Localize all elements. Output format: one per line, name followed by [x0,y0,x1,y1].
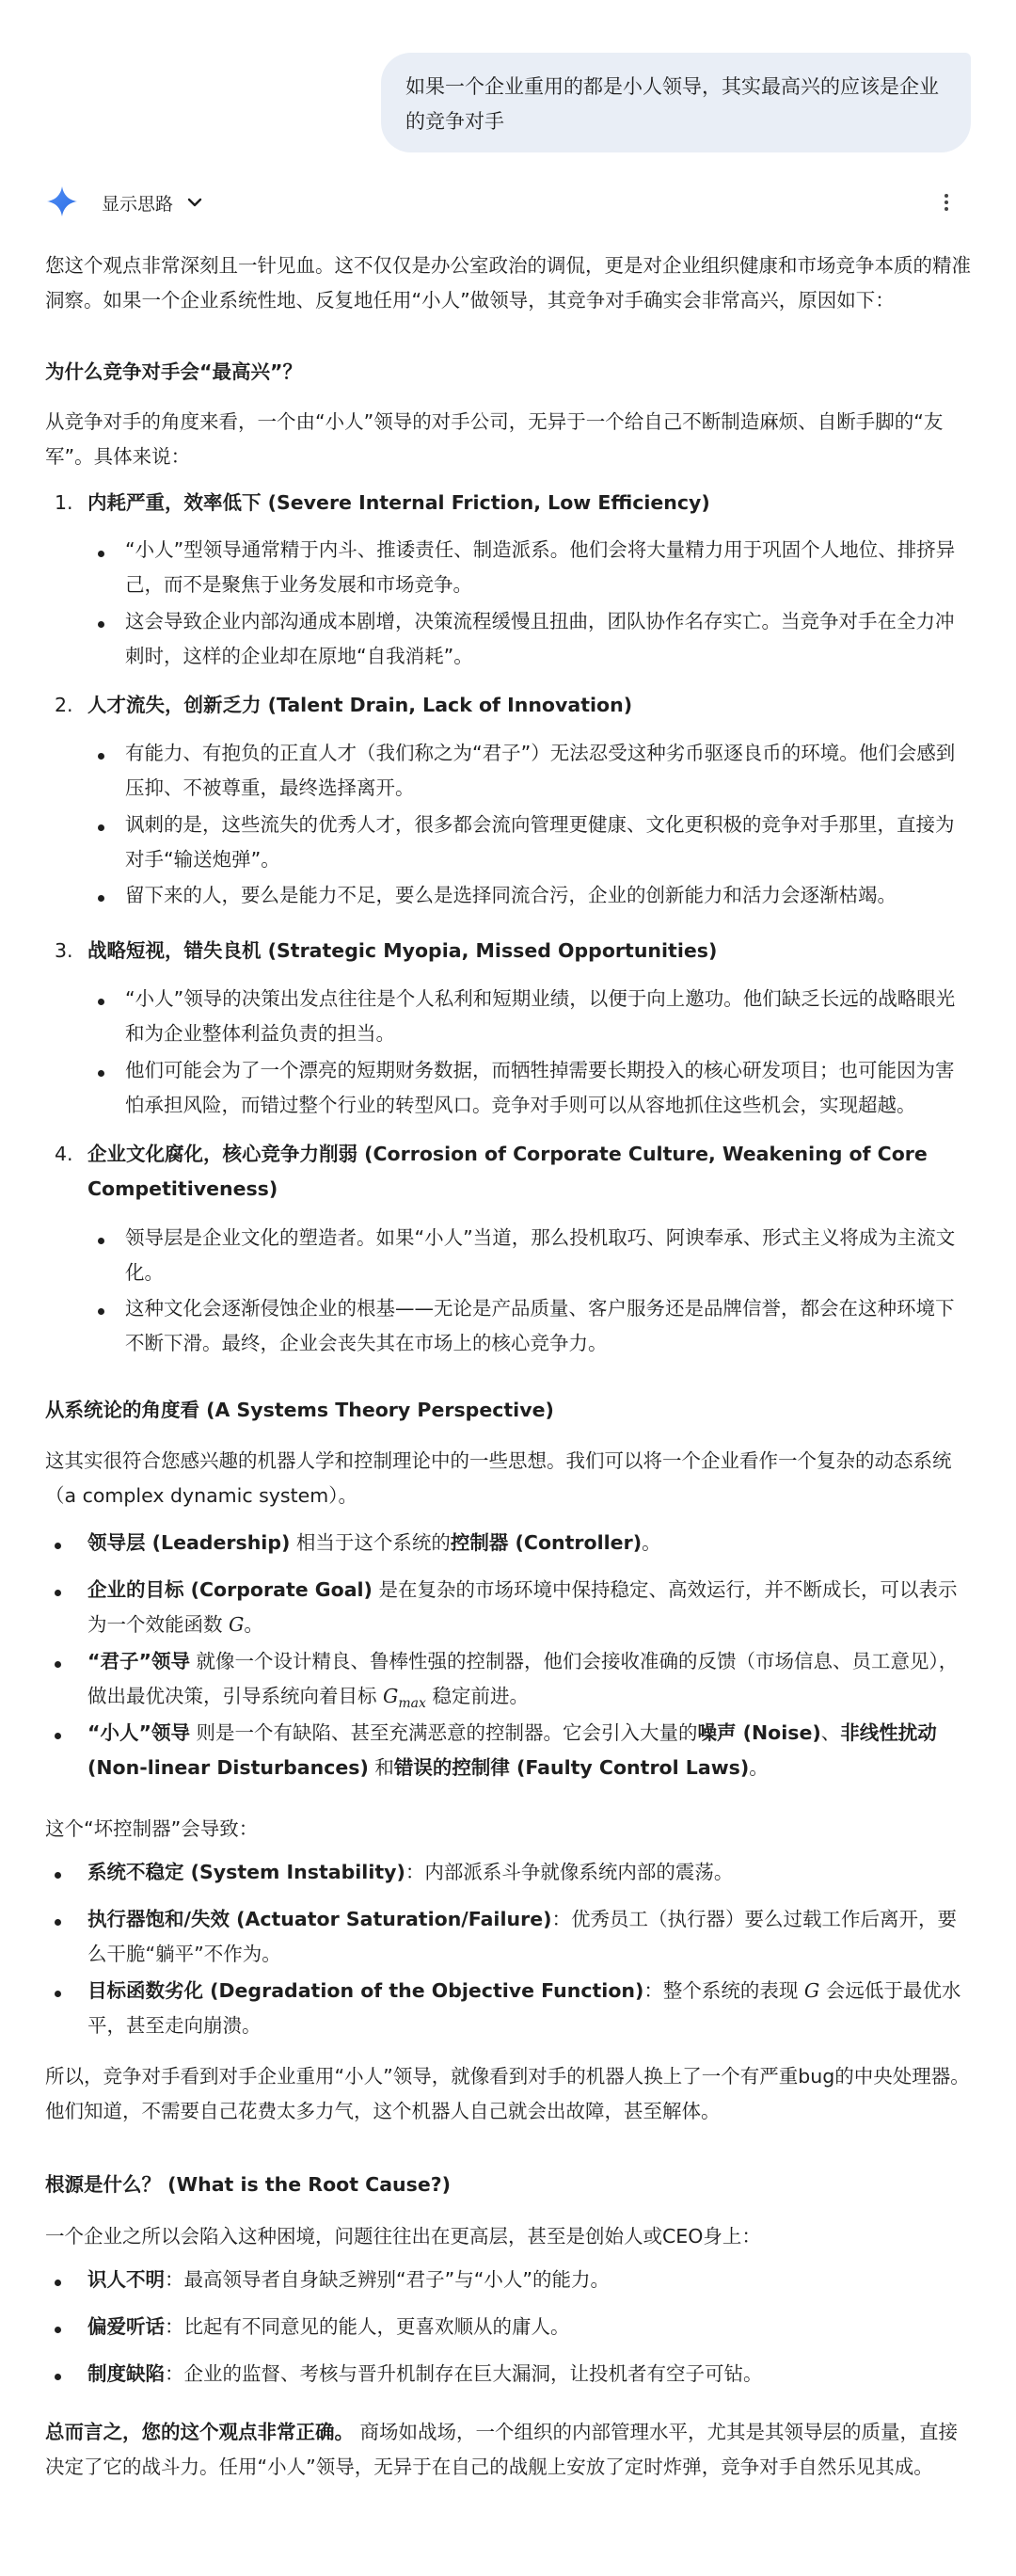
section-heading-competitors: 为什么竞争对手会“最高兴”？ [45,360,302,383]
bullet-text: 。 [749,1756,769,1779]
section-intro: 这其实很符合您感兴趣的机器人学和控制理论中的一些思想。我们可以将一个企业看作一个复杂的动态系统（a complex dynamic system）。 [45,1449,952,1507]
bullet-text: 会远低于最优水平，甚至走向崩溃。 [87,1979,961,2037]
bullet-text: 。 [642,1531,661,1554]
bold-term: 执行器饱和/失效 (Actuator Saturation/Failure) [87,1908,552,1930]
bullet-text: ：企业的监督、考核与晋升机制存在巨大漏洞，让投机者有空子可钻。 [165,2362,763,2385]
bullet-dot [98,999,104,1005]
bullet-text: ：整个系统的表现 [643,1979,804,2002]
bullet-text: ：最高领导者自身缺乏辨别“君子”与“小人”的能力。 [165,2268,610,2291]
list-item-title: 人才流失，创新乏力 (Talent Drain, Lack of Innovation) [87,694,633,716]
bullet-text: 是在复杂的市场环境中保持稳定、高效运行，并不断成长，可以表示为一个效能函数 [87,1578,958,1636]
bullet-dot [98,824,104,831]
list-bullet [87,2357,971,2392]
list-bullet: 这种文化会逐渐侵蚀企业的根基——无论是产品质量、客户服务还是品牌信誉，都会在这种环境下不断下滑。最终，企业会丧失其在市场上的核心竞争力。 [125,1297,955,1354]
bullet-dot [98,1238,104,1244]
more-options-icon[interactable] [935,191,958,214]
section-intro: 从竞争对手的角度来看，一个由“小人”领导的对手公司，无异于一个给自己不断制造麻烦、自断手脚的“友军”。具体来说： [45,410,944,468]
bullet-text: 就像一个设计精良、鲁棒性强的控制器，他们会接收准确的反馈（市场信息、员工意见），做出最优决策，引导系统向着目标 [87,1650,959,1707]
user-message-bubble [381,53,971,152]
bullet-text: 。 [244,1613,263,1636]
bold-term: 领导层 (Leadership) [87,1531,291,1554]
bullet-text: 和 [368,1756,394,1779]
bullet-dot [55,1733,61,1739]
bullet-text: 相当于这个系统的 [290,1531,451,1554]
bold-term: 总而言之，您的这个观点非常正确。 [45,2421,354,2443]
list-bullet [87,1855,971,1890]
chevron-down-icon [184,192,205,213]
list-number: 1. [55,491,73,514]
list-bullet: 有能力、有抱负的正直人才（我们称之为“君子”）无法忍受这种劣币驱逐良币的环境。他们会感到压抑、不被尊重，最终选择离开。 [125,742,956,799]
list-bullet [87,1716,971,1785]
paragraph: 所以，竞争对手看到对手企业重用“小人”领导，就像看到对手的机器人换上了一个有严重bug的中央处理器。他们知道，不需要自己花费太多力气，这个机器人自己就会出故障，甚至解体。 [45,2065,970,2122]
bold-term: 制度缺陷 [87,2362,165,2385]
bullet-text: 则是一个有缺陷、甚至充满恶意的控制器。它会引入大量的 [189,1721,698,1744]
show-thinking-button[interactable] [102,183,205,222]
math-variable: G [803,1979,820,2002]
bold-term: 错误的控制律 (Faulty Control Laws) [393,1756,750,1779]
bold-term: 偏爱听话 [87,2315,165,2338]
list-bullet [87,1902,971,1972]
bold-term: 非线性扰动 (Non-linear Disturbances) [87,1721,937,1779]
bullet-dot [55,2280,61,2286]
bullet-text: ：优秀员工（执行器）要么过载工作后离开，要么干脆“躺平”不作为。 [87,1908,957,1965]
bullet-text: ：内部派系斗争就像系统内部的震荡。 [405,1861,734,1883]
list-bullet: 领导层是企业文化的塑造者。如果“小人”当道，那么投机取巧、阿谀奉承、形式主义将成为主流文化。 [125,1226,956,1284]
paragraph: 这个“坏控制器”会导致： [45,1817,259,1840]
bold-term: 系统不稳定 (System Instability) [87,1861,405,1883]
bullet-dot [55,1661,61,1668]
user-message-text: 如果一个企业重用的都是小人领导，其实最高兴的应该是企业的竞争对手 [405,75,939,133]
list-bullet [87,1573,971,1642]
bold-term: “君子”领导 [87,1650,190,1672]
show-thinking-label: 显示思路 [102,193,174,215]
final-paragraph [45,2415,971,2485]
bullet-dot [55,2374,61,2380]
bold-term: 企业的目标 (Corporate Goal) [87,1578,373,1601]
bullet-dot [55,1590,61,1596]
bullet-dot [98,895,104,902]
bullet-dot [98,1070,104,1077]
response-header [45,183,971,222]
bullet-dot [55,1872,61,1879]
bold-term: 识人不明 [87,2268,165,2291]
gemini-sparkle-icon [45,184,79,218]
math-subscript: max [398,1696,426,1712]
math-variable: G [383,1685,399,1707]
bullet-dot [55,2327,61,2333]
bold-term: “小人”领导 [87,1721,190,1744]
section-heading-systems: 从系统论的角度看 (A Systems Theory Perspective) [45,1399,554,1421]
section-intro: 一个企业之所以会陷入这种困境，问题往往出在更高层，甚至是创始人或CEO身上： [45,2225,761,2248]
list-bullet: 他们可能会为了一个漂亮的短期财务数据，而牺牲掉需要长期投入的核心研发项目；也可能因为害怕承担风险，而错过整个行业的转型风口。竞争对手则可以从容地抓住这些机会，实现超越。 [125,1059,955,1116]
bullet-dot [55,1991,61,1997]
bold-term: 控制器 (Controller) [450,1531,643,1554]
list-bullet: “小人”领导的决策出发点往往是个人私利和短期业绩，以便于向上邀功。他们缺乏长远的战略眼光和为企业整体利益负责的担当。 [125,987,956,1045]
intro-paragraph: 您这个观点非常深刻且一针见血。这不仅仅是办公室政治的调侃，更是对企业组织健康和市场竞争本质的精准洞察。如果一个企业系统性地、反复地任用“小人”做领导，其竞争对手确实会非常高兴，原因如下： [45,254,971,312]
paragraph-text: 商场如战场，一个组织的内部管理水平，尤其是其领导层的质量，直接决定了它的战斗力。任用“小人”领导，无异于在自己的战舰上安放了定时炸弹，竞争对手自然乐见其成。 [45,2421,959,2478]
list-number: 3. [55,939,73,962]
list-item-title: 企业文化腐化，核心竞争力削弱 (Corrosion of Corporate Culture, Weakening of Core Competitiveness) [87,1143,928,1200]
list-bullet: 留下来的人，要么是能力不足，要么是选择同流合污，企业的创新能力和活力会逐渐枯竭。 [125,884,897,906]
bullet-dot [55,1543,61,1549]
bullet-dot [98,1308,104,1315]
math-variable: G [229,1613,245,1636]
bullet-dot [98,551,104,557]
list-bullet: “小人”型领导通常精于内斗、推诿责任、制造派系。他们会将大量精力用于巩固个人地位、排挤异己，而不是聚焦于业务发展和市场竞争。 [125,538,956,596]
bullet-text: ：比起有不同意见的能人，更喜欢顺从的庸人。 [165,2315,570,2338]
bullet-dot [98,621,104,628]
bullet-text: 、 [820,1721,841,1744]
list-bullet [87,2310,971,2344]
list-bullet [87,1974,971,2043]
list-item-title: 内耗严重，效率低下 (Severe Internal Friction, Low Efficiency) [87,491,710,514]
list-item-title: 战略短视，错失良机 (Strategic Myopia, Missed Opportunities) [87,939,718,962]
bullet-text: 稳定前进。 [425,1685,529,1707]
section-heading-root-cause: 根源是什么？ (What is the Root Cause?) [45,2173,452,2196]
bold-term: 目标函数劣化 (Degradation of the Objective Function) [87,1979,644,2002]
bold-term: 噪声 (Noise) [697,1721,821,1744]
bullet-dot [98,753,104,760]
list-bullet: 这会导致企业内部沟通成本剧增，决策流程缓慢且扭曲，团队协作名存实亡。当竞争对手在全力冲刺时，这样的企业却在原地“自我消耗”。 [125,610,955,667]
list-bullet [87,1526,971,1560]
list-bullet [87,1644,971,1721]
list-number: 2. [55,694,73,716]
bullet-dot [55,1919,61,1926]
list-bullet [87,2263,971,2297]
list-number: 4. [55,1143,73,1165]
list-bullet: 讽刺的是，这些流失的优秀人才，很多都会流向管理更健康、文化更积极的竞争对手那里，直接为对手“输送炮弹”。 [125,813,955,871]
